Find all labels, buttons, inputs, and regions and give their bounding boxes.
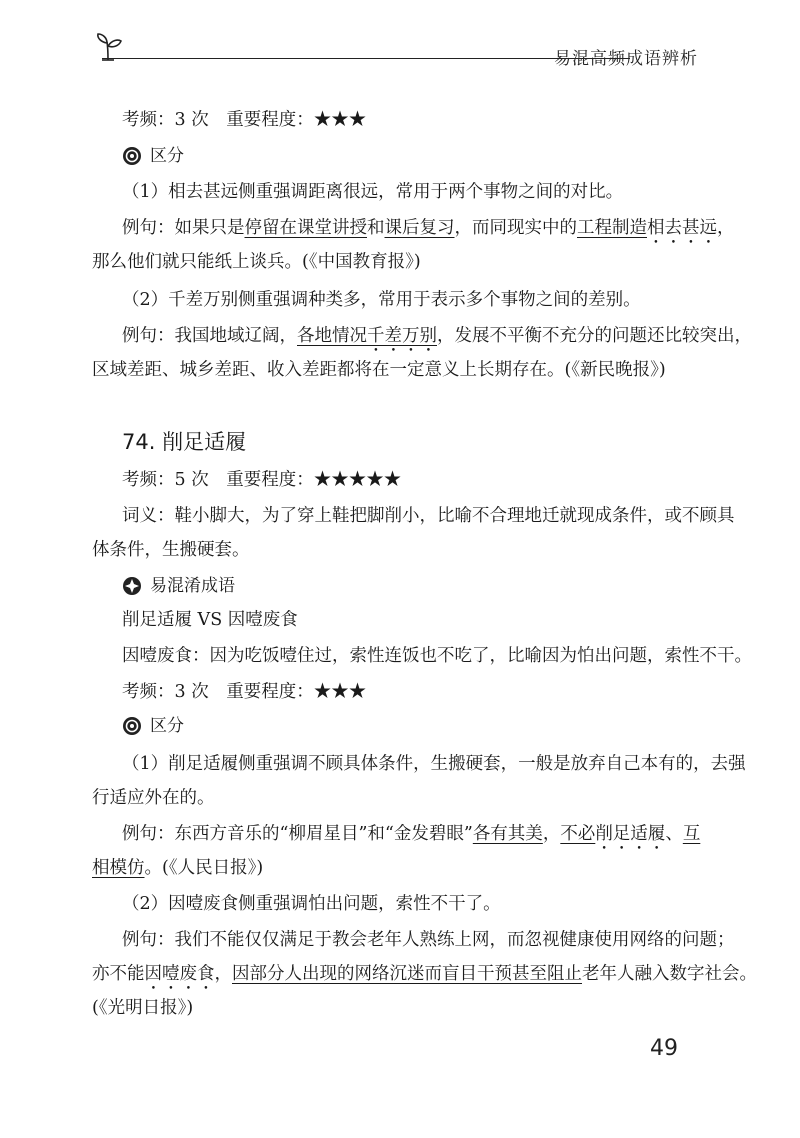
- header-title: 易混高频成语辨析: [554, 49, 698, 69]
- idiom-highlight: 因噎废食: [144, 964, 215, 984]
- paragraph-cont: 行适应外在的。: [92, 788, 215, 808]
- header-rule: [102, 58, 630, 59]
- section-heading-confusable: [122, 573, 712, 599]
- freq-line: 考频：3 次 重要程度：★★★: [122, 682, 367, 702]
- section-badge-icon: [122, 716, 142, 736]
- meaning: 词义：鞋小脚大，为了穿上鞋把脚削小，比喻不合理地迁就现成条件，或不顾具: [122, 506, 735, 526]
- section-heading-label: 区分: [150, 716, 184, 736]
- underlined-phrase: 相模仿: [92, 858, 145, 878]
- paragraph: （2）千差万别侧重强调种类多，常用于表示多个事物之间的差别。: [122, 290, 641, 310]
- entry-title: 74. 削足适履: [122, 430, 247, 454]
- underlined-phrase: 各有其美: [472, 824, 543, 844]
- example-sentence-cont: 亦不能因噎废食，因部分人出现的网络沉迷而盲目干预甚至阻止老年人融入数字社会。: [92, 964, 757, 984]
- example-sentence-cont: 那么他们就只能纸上谈兵。(《中国教育报》): [92, 252, 421, 272]
- paragraph: （1）削足适履侧重强调不顾具体条件，生搬硬套，一般是放弃自己本有的，去强: [122, 754, 746, 774]
- section-badge-icon: [122, 576, 142, 596]
- example-sentence-cont: 区域差距、城乡差距、收入差距都将在一定意义上长期存在。(《新民晚报》): [92, 360, 666, 380]
- example-sentence-cont: 相模仿。(《人民日报》): [92, 858, 264, 878]
- section-heading-distinguish: [122, 713, 712, 739]
- underlined-phrase: 因部分人出现的网络沉迷而盲目干预甚至阻止: [232, 964, 582, 984]
- section-heading-label: 区分: [150, 146, 184, 166]
- idiom-pair: 削足适履 VS 因噎废食: [122, 610, 298, 630]
- underlined-phrase: 课后复习: [384, 218, 455, 238]
- example-sentence: 例句：我国地域辽阔，各地情况千差万别，发展不平衡不充分的问题还比较突出，: [122, 326, 752, 346]
- underlined-phrase: 工程制造: [577, 218, 647, 238]
- example-sentence-cont: (《光明日报》): [92, 998, 194, 1018]
- underlined-phrase: 互: [682, 824, 701, 844]
- example-sentence: 例句：我们不能仅仅满足于教会老年人熟练上网，而忽视健康使用网络的问题；: [122, 930, 735, 950]
- example-sentence: 例句：东西方音乐的“柳眉星目”和“金发碧眼”各有其美，不必削足适履、互: [122, 824, 701, 844]
- underlined-phrase: 各地情况: [297, 326, 367, 346]
- page-number: 49: [650, 1036, 678, 1061]
- paragraph: （2）因噎废食侧重强调怕出问题，索性不干了。: [122, 894, 501, 914]
- freq-line: 考频：5 次 重要程度：★★★★★: [122, 470, 402, 490]
- section-heading-distinguish: [122, 143, 712, 169]
- definition: 因噎废食：因为吃饭噎住过，索性连饭也不吃了，比喻因为怕出问题，索性不干。: [122, 646, 752, 666]
- idiom-highlight: 千差万别: [367, 326, 437, 346]
- freq-line: 考频：3 次 重要程度：★★★: [122, 110, 367, 130]
- section-badge-icon: [122, 146, 142, 166]
- underlined-phrase: 停留在课堂讲授: [244, 218, 367, 238]
- idiom-highlight: 相去甚远: [647, 218, 717, 238]
- meaning-cont: 体条件，生搬硬套。: [92, 540, 250, 560]
- idiom-highlight: 削足适履: [595, 824, 666, 844]
- example-sentence: 例句：如果只是停留在课堂讲授和课后复习，而同现实中的工程制造相去甚远，: [122, 218, 735, 238]
- paragraph: （1）相去甚远侧重强调距离很远，常用于两个事物之间的对比。: [122, 182, 624, 202]
- section-heading-label: 易混淆成语: [150, 576, 235, 596]
- running-header: [92, 30, 712, 70]
- underlined-phrase: 不必: [560, 824, 596, 844]
